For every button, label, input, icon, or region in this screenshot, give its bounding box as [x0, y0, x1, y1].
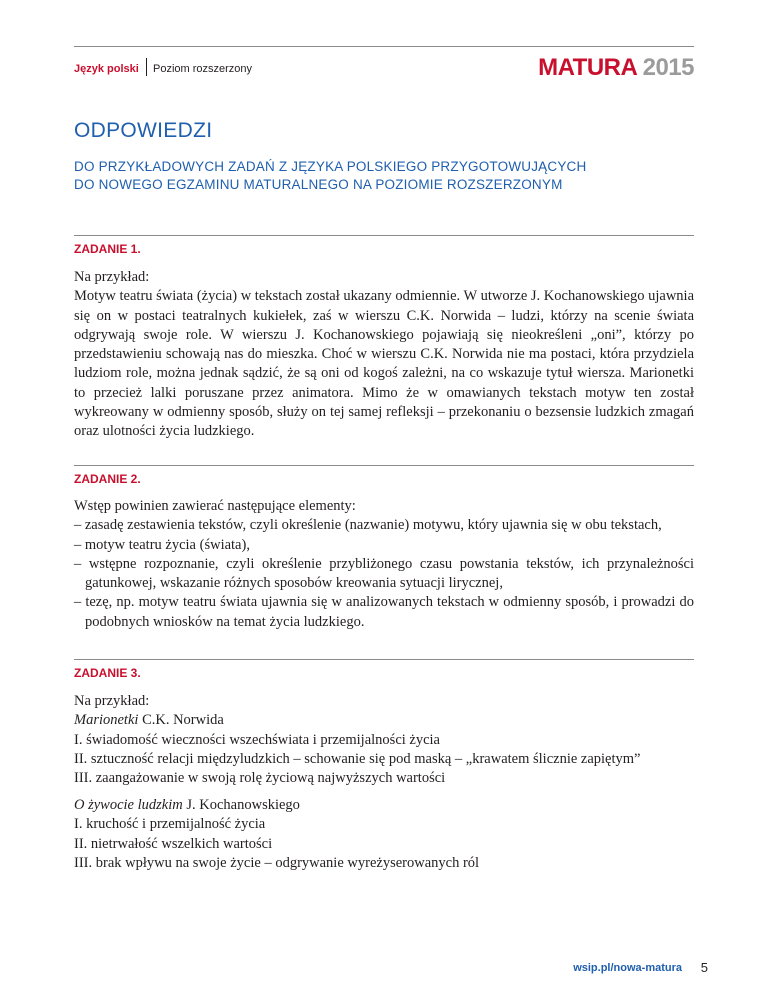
poem-2-item: I. kruchość i przemijalność życia: [74, 816, 266, 833]
poem-2-item: II. nietrwałość wszelkich wartości: [74, 835, 273, 852]
poem-1-heading: [74, 711, 694, 730]
task-2-intro: Wstęp powinien zawierać następujące elementy:: [74, 498, 356, 514]
poem-2-heading: [74, 796, 694, 815]
subject-label: Język polski: [74, 63, 139, 75]
header-rule: [74, 46, 694, 47]
level-label: Poziom rozszerzony: [153, 63, 253, 75]
poem-1-item: II. sztuczność relacji międzyludzkich – schowanie się pod maską – „krawatem ślicznie zapiętym”: [74, 750, 641, 767]
page-number: 5: [700, 960, 708, 975]
poem-1-item: I. świadomość wieczności wszechświata i przemijalności życia: [74, 731, 440, 748]
poem-1-author: C.K. Norwida: [138, 712, 224, 729]
task-2-body: [74, 497, 694, 632]
task-1-text: Motyw teatru świata (życia) w tekstach został ukazany odmiennie. W utworze J. Kochanowskiego ujawnia się on w postaci teatralnych kukiełek, zaś w wierszu C.K. Norwida – ludzi, którzy na scenie świata odgrywają swoje role. W wierszu J. Kochanowskiego pojawiają się nieokreśleni „oni”, którzy po przedstawieniu schowają nas do mieszka. Choć w wierszu C.K. Norwida nie ma postaci, która przydziela ludziom role, można jednak sądzić, że są oni od kogoś zależni, na co wskazuje tytuł wiersza. Marionetki to przecież lalki poruszane przez animatora. Mimo że w omawianych tekstach motyw ten został wykreowany w odmienny sposób, służy on tej samej refleksji – przekonaniu o bezsensie ludzkich zmagań oraz ulotności życia ludzkiego.: [74, 288, 694, 440]
subtitle-line: DO NOWEGO EGZAMINU MATURALNEGO NA POZIOMIE ROZSZERZONYM: [74, 177, 563, 192]
brand-word: MATURA: [538, 54, 637, 81]
task-3-intro: Na przykład:: [74, 693, 150, 709]
task-3-body: [74, 692, 694, 788]
subtitle-line: DO PRZYKŁADOWYCH ZADAŃ Z JĘZYKA POLSKIEGO PRZYGOTOWUJĄCYCH: [74, 159, 587, 174]
brand-logo: [538, 54, 694, 82]
page-title: ODPOWIEDZI: [74, 119, 213, 142]
poem-1-title: Marionetki: [74, 712, 139, 729]
poem-2-author: J. Kochanowskiego: [182, 797, 300, 813]
task-1-heading: ZADANIE 1.: [74, 242, 141, 256]
page-footer: [560, 960, 710, 980]
section-rule: [74, 235, 694, 236]
header-separator: [146, 58, 147, 76]
task-2-item: – tezę, np. motyw teatru świata ujawnia się w analizowanych tekstach w odmienny sposób, i prowadzi do podobnych wniosków na temat życia ludzkiego.: [74, 594, 694, 630]
task-1-intro: Na przykład:: [74, 269, 150, 285]
task-2-item: – motyw teatru życia (świata),: [74, 536, 250, 553]
section-rule: [74, 659, 694, 660]
task-2-item: – zasadę zestawienia tekstów, czyli określenie (nazwanie) motywu, który ujawnia się w obu tekstach,: [74, 517, 662, 534]
poem-1-item: III. zaangażowanie w swoją rolę życiową najwyższych wartości: [74, 770, 446, 787]
brand-year: 2015: [642, 54, 694, 81]
poem-2-title: O żywocie ludzkim: [74, 797, 183, 813]
poem-2-item: III. brak wpływu na swoje życie – odgrywanie wyreżyserowanych ról: [74, 854, 480, 871]
page-subtitle: [74, 158, 694, 194]
task-3-heading: ZADANIE 3.: [74, 666, 141, 680]
footer-link[interactable]: wsip.pl/nowa-matura: [573, 962, 682, 974]
page-header: [74, 54, 694, 84]
task-2-heading: ZADANIE 2.: [74, 472, 141, 486]
task-1-body: [74, 268, 694, 442]
task-3-body-2: [74, 796, 694, 873]
task-2-item: – wstępne rozpoznanie, czyli określenie przybliżonego czasu powstania tekstów, ich przynależności gatunkowej, wskazanie różnych sposobów kreowania sytuacji lirycznej,: [74, 555, 694, 592]
section-rule: [74, 465, 694, 466]
